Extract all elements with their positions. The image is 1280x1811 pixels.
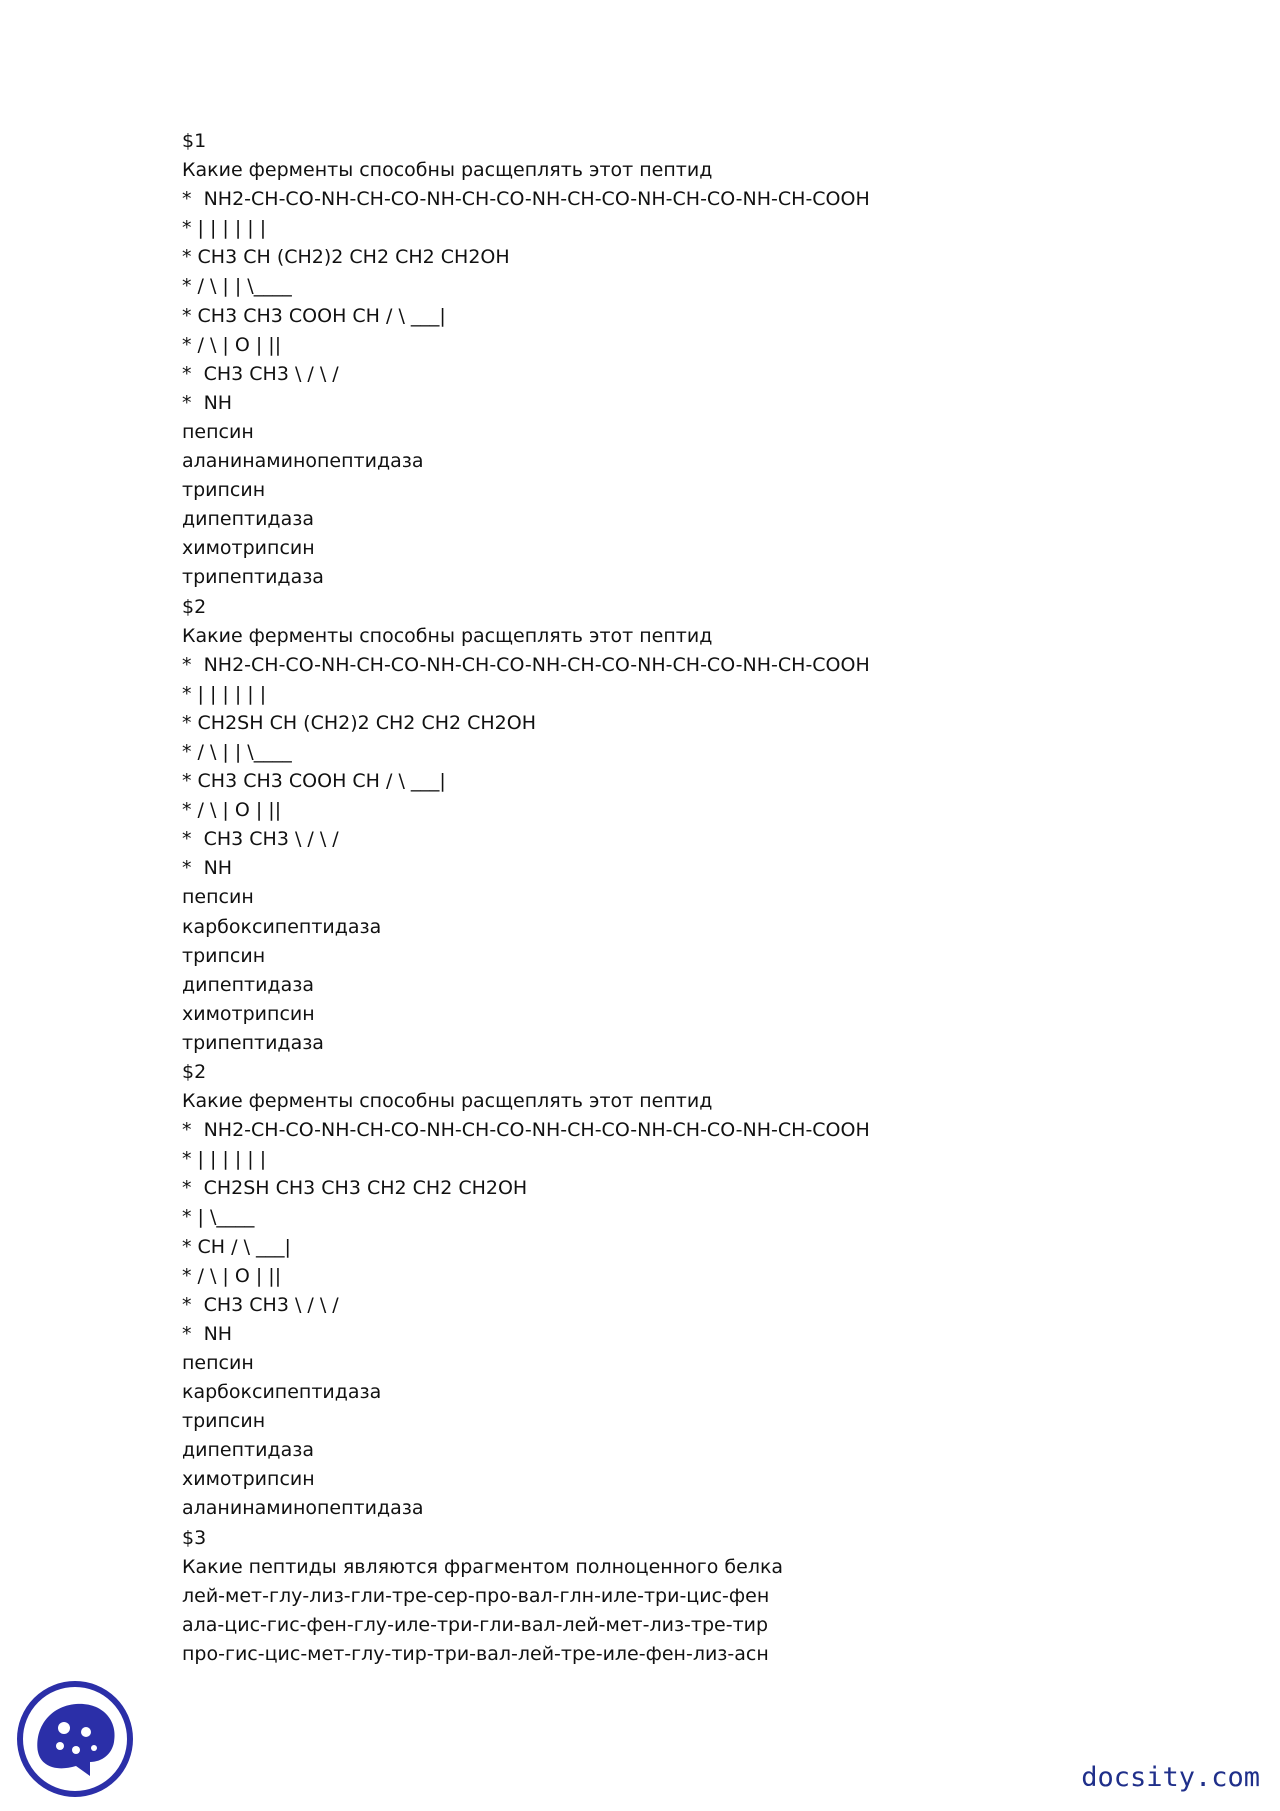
- document-line: трипсин: [182, 479, 266, 502]
- document-line: пепсин: [182, 420, 254, 443]
- document-line: * CH2SH CH3 CH3 CH2 CH2 CH2OH: [182, 1177, 528, 1200]
- document-line: $3: [182, 1526, 207, 1549]
- document-line: $2: [182, 1061, 207, 1083]
- document-line: * / \ | O | ||: [182, 799, 282, 822]
- document-line: * | | | | | |: [182, 1148, 267, 1171]
- document-line: Какие пептиды являются фрагментом полноценного белка: [182, 1555, 784, 1578]
- document-line: дипептидаза: [182, 1439, 314, 1462]
- document-line: $2: [182, 595, 207, 618]
- document-line: химотрипсин: [182, 537, 315, 560]
- document-line: химотрипсин: [182, 1002, 315, 1025]
- document-line: * / \ | O | ||: [182, 333, 282, 356]
- document-line: * NH: [182, 857, 233, 880]
- document-line: * CH3 CH3 \ / \ /: [182, 828, 339, 851]
- document-line: трипсин: [182, 1410, 266, 1433]
- document-line: аланинаминопептидаза: [182, 450, 424, 473]
- document-line: трипсин: [182, 944, 266, 967]
- document-line: дипептидаза: [182, 508, 314, 531]
- document-line: Какие ферменты способны расщеплять этот пептид: [182, 159, 713, 182]
- document-line: * CH3 CH3 \ / \ /: [182, 362, 339, 385]
- document-line: * NH2-CH-CO-NH-CH-CO-NH-CH-CO-NH-CH-CO-NH-CH-CO-NH-CH-COOH: [182, 1119, 870, 1142]
- document-line: $1: [182, 130, 207, 152]
- document-body: [182, 127, 1182, 1669]
- document-line: аланинаминопептидаза: [182, 1497, 424, 1520]
- document-line: про-гис-цис-мет-глу-тир-три-вал-лей-тре-иле-фен-лиз-асн: [182, 1642, 769, 1665]
- document-line: * CH / \ ___|: [182, 1235, 291, 1258]
- document-line: * / \ | | \____: [182, 275, 292, 298]
- document-line: * CH3 CH3 COOH CH / \ ___|: [182, 304, 446, 327]
- document-line: * CH2SH CH (CH2)2 CH2 CH2 CH2OH: [182, 711, 537, 734]
- document-line: * NH: [182, 391, 233, 414]
- document-line: * CH3 CH (CH2)2 CH2 CH2 CH2OH: [182, 246, 510, 269]
- document-line: * / \ | | \____: [182, 740, 292, 763]
- document-line: * CH3 CH3 COOH CH / \ ___|: [182, 770, 446, 793]
- document-line: * | | | | | |: [182, 682, 267, 705]
- document-line: трипептидаза: [182, 566, 324, 589]
- document-line: Какие ферменты способны расщеплять этот пептид: [182, 624, 713, 647]
- document-line: Какие ферменты способны расщеплять этот пептид: [182, 1090, 713, 1113]
- document-line: * NH2-CH-CO-NH-CH-CO-NH-CH-CO-NH-CH-CO-NH-CH-CO-NH-CH-COOH: [182, 188, 870, 211]
- document-line: * | | | | | |: [182, 217, 267, 240]
- document-line: * CH3 CH3 \ / \ /: [182, 1293, 339, 1316]
- docsity-brand-text[interactable]: docsity.com: [1081, 1762, 1260, 1793]
- document-line: трипептидаза: [182, 1031, 324, 1054]
- document-line: * | \____: [182, 1206, 255, 1229]
- document-line: карбоксипептидаза: [182, 1381, 382, 1404]
- document-line: карбоксипептидаза: [182, 915, 382, 938]
- document-line: пепсин: [182, 1351, 254, 1374]
- document-line: * / \ | O | ||: [182, 1264, 282, 1287]
- document-line: ала-цис-гис-фен-глу-иле-три-гли-вал-лей-мет-лиз-тре-тир: [182, 1613, 769, 1636]
- document-line: пепсин: [182, 886, 254, 909]
- docsity-logo-icon: [16, 1680, 134, 1798]
- document-line: * NH: [182, 1322, 233, 1345]
- document-line: лей-мет-глу-лиз-гли-тре-сер-про-вал-глн-иле-три-цис-фен: [182, 1584, 770, 1607]
- document-line: * NH2-CH-CO-NH-CH-CO-NH-CH-CO-NH-CH-CO-NH-CH-CO-NH-CH-COOH: [182, 653, 870, 676]
- document-line: дипептидаза: [182, 973, 314, 996]
- document-line: химотрипсин: [182, 1468, 315, 1491]
